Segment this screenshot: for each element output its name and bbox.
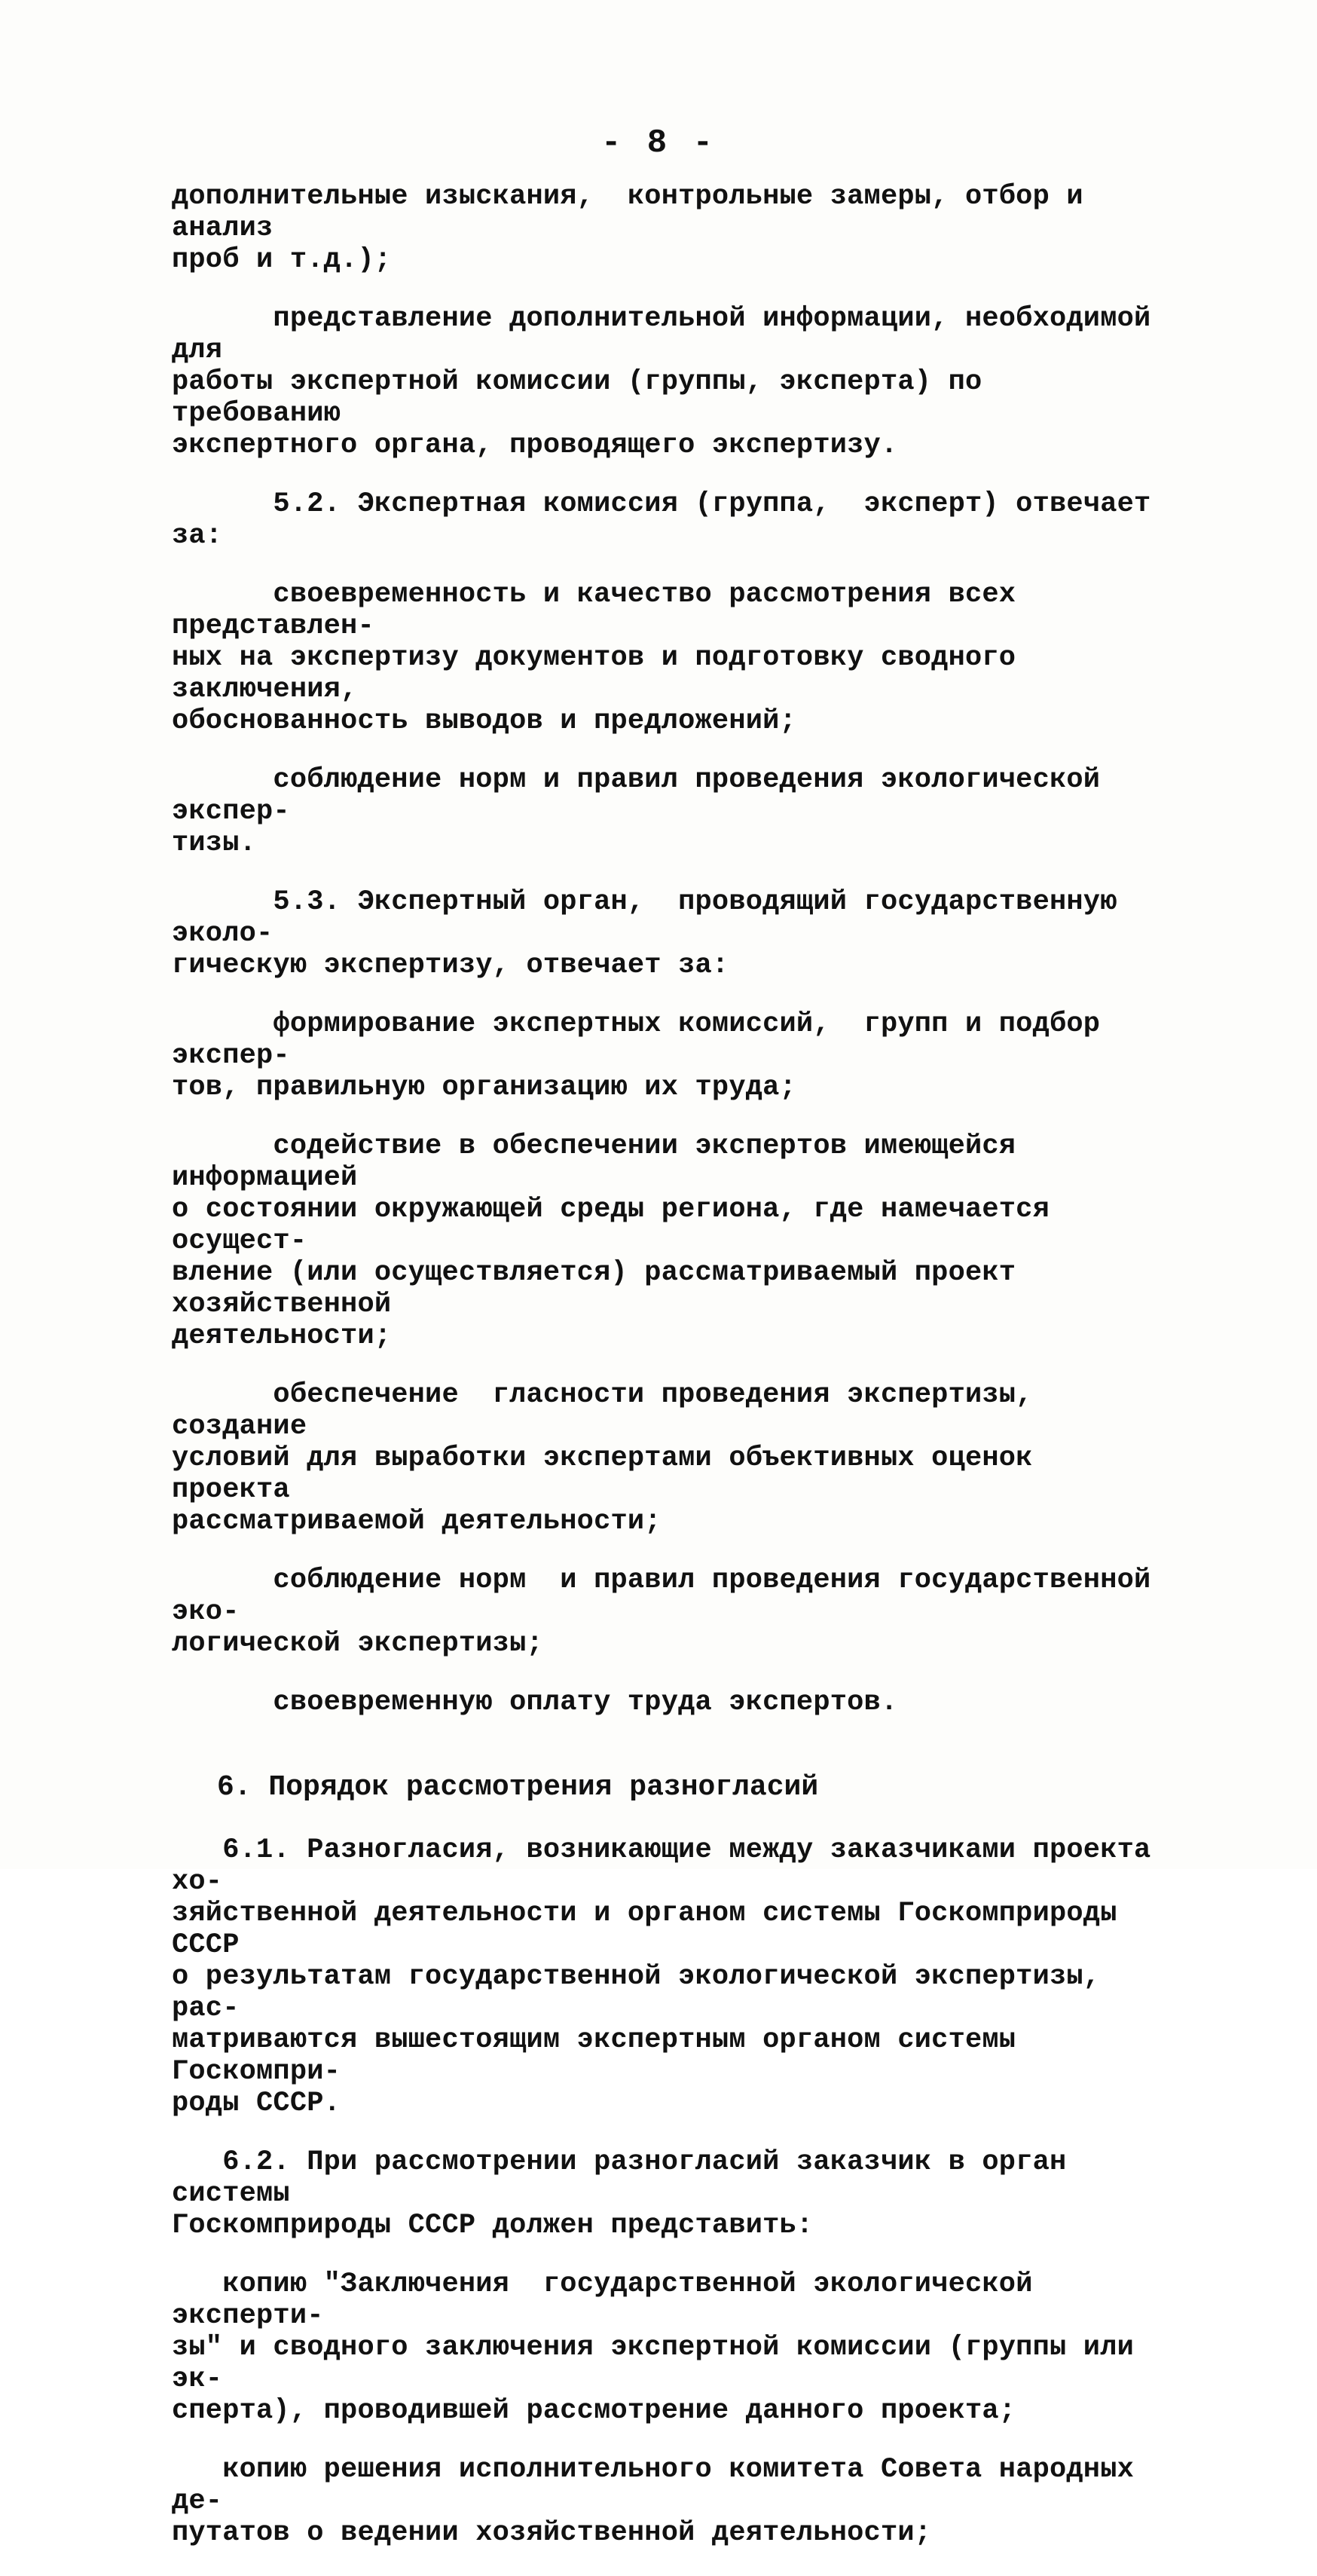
text-line: гическую экспертизу, отвечает за: [172,950,729,981]
text-line: тов, правильную организацию их труда; [172,1072,796,1103]
section-heading: 6. Порядок рассмотрения разногласий [217,1771,819,1804]
text-line: зяйственной деятельности и органом системы Госкомприроды СССР [172,1898,1135,1961]
text-line: своевременность и качество рассмотрения всех представлен- [172,579,1033,642]
paragraph [172,2269,1151,2427]
text-line: рассматриваемой деятельности; [172,1506,662,1537]
text-line: матриваются вышестоящим экспертным органом системы Госкомпри- [172,2024,1033,2088]
text-line: сперта), проводившей рассмотрение данного проекта; [172,2395,1016,2427]
text-line: зы" и сводного заключения экспертной комиссии (группы или эк- [172,2332,1151,2395]
text-line: 6.1. Разногласия, возникающие между заказчиками проекта хо- [172,1834,1168,1898]
paragraph [172,1379,1151,1537]
text-line: проб и т.д.); [172,244,392,276]
paragraphs-section-6 [172,1834,1168,2549]
text-line: вление (или осуществляется) рассматриваемый проект хозяйственной [172,1257,1033,1320]
paragraph [172,1687,1151,1718]
text-line: 5.2. Экспертная комиссия (группа, эксперт) отвечает за: [172,488,1168,552]
page-number: - 8 - [600,124,717,162]
text-line: представление дополнительной информации, необходимой для [172,303,1168,366]
paragraph [172,1565,1168,1660]
text-line: своевременную оплату труда экспертов. [172,1687,898,1718]
paragraph [172,1834,1168,2119]
text-line: обоснованность выводов и предложений; [172,705,796,737]
paragraph [172,2146,1151,2241]
paragraph [172,764,1151,859]
paragraph [172,181,1151,276]
text-line: соблюдение норм и правил проведения государственной эко- [172,1565,1168,1628]
text-line: 6.2. При рассмотрении разногласий заказчик в орган системы [172,2146,1083,2210]
text-line: роды СССР. [172,2088,341,2119]
text-line: копию "Заключения государственной экологической эксперти- [172,2269,1050,2332]
text-line: ных на экспертизу документов и подготовку сводного заключения, [172,642,1033,705]
text-line: работы экспертной комиссии (группы, эксперта) по требованию [172,366,999,430]
text-line: формирование экспертных комиссий, групп и подбор экспер- [172,1008,1117,1072]
document-body [172,181,1168,2576]
paragraphs-section-5 [172,181,1168,1718]
text-line: экспертного органа, проводящего экспертизу. [172,430,898,461]
text-line: путатов о ведении хозяйственной деятельности; [172,2517,932,2549]
paragraph [172,2454,1151,2549]
text-line: соблюдение норм и правил проведения экологической экспер- [172,764,1117,828]
text-line: деятельности; [172,1320,392,1352]
paragraph [172,1008,1151,1103]
text-line: Госкомприроды СССР должен представить: [172,2210,814,2241]
text-line: о результатам государственной экологической экспертизы, рас- [172,1961,1117,2024]
text-line: обеспечение гласности проведения экспертизы, создание [172,1379,1050,1442]
text-line: копию решения исполнительного комитета Совета народных де- [172,2454,1151,2517]
text-line: дополнительные изыскания, контрольные замеры, отбор и анализ [172,181,1101,244]
text-line: условий для выработки экспертами объективных оценок проекта [172,1442,1050,1506]
text-line: логической экспертизы; [172,1628,543,1660]
paragraph [172,579,1151,737]
text-line: тизы. [172,828,257,859]
paragraph [172,1130,1151,1352]
paragraph [172,488,1168,552]
text-line: 5.3. Экспертный орган, проводящий государственную эколо- [172,886,1135,950]
text-line: содействие в обеспечении экспертов имеющейся информацией [172,1130,1033,1194]
paragraph [172,303,1168,461]
paragraph [172,886,1151,981]
text-line: о состоянии окружающей среды региона, где намечается осущест- [172,1194,1067,1257]
